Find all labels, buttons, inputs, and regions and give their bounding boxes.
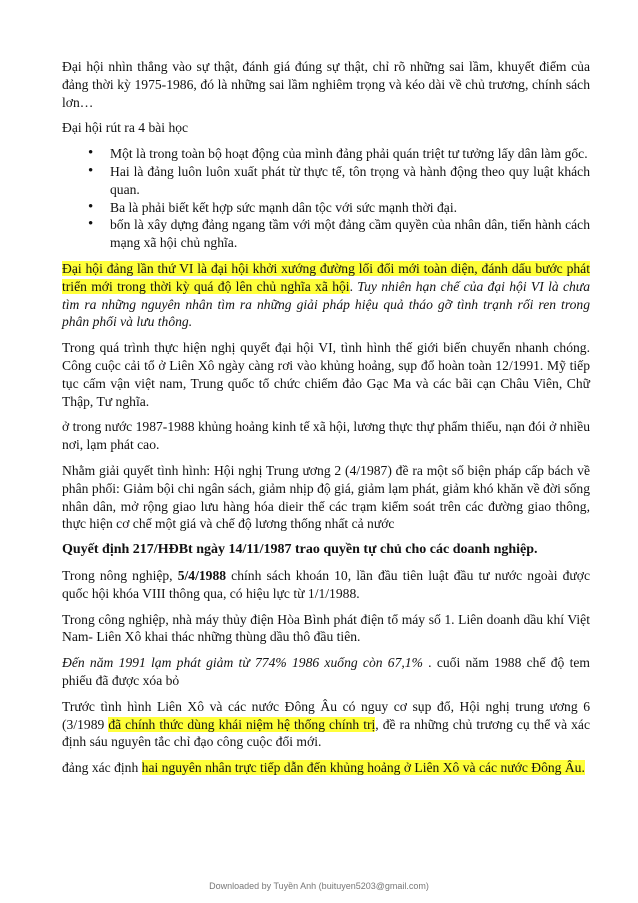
list-item: • Một là trong toàn bộ hoạt động của mình đảng phải quán triệt tư tưởng lấy dân làm gốc. (110, 145, 590, 163)
italic-text: Đến năm 1991 lạm phát giảm từ 774% 1986 xuống còn 67,1% (62, 655, 423, 671)
paragraph-causes: đảng xác định hai nguyên nhân trực tiếp dẫn đến khủng hoảng ở Liên Xô và các nước Đông Âu. (62, 760, 585, 776)
paragraph-lessons-intro: Đại hội rút ra 4 bài học (62, 120, 189, 136)
paragraph-congress-vi: Đại hội đảng lần thứ VI là đại hội khởi xướng đường lối đổi mới toàn diện, đánh dấu bước phát triển mới trong thời kỳ quá độ lên chủ nghĩa xã hội. Tuy nhiên hạn chế của đại hội VI là chưa tìm ra những nguyên nhân tìm ra những giải pháp hiệu quả tháo gỡ tình trạnh rối ren trong phân phối và lưu thông. (62, 260, 590, 330)
highlighted-text: đã chính thức dùng khái niệm hệ thống chính trị (108, 716, 376, 732)
paragraph-world-situation: Trong quá trình thực hiện nghị quyết đại hội VI, tình hình thế giới biến chuyển nhanh chóng. Công cuộc cải tổ ở Liên Xô ngày càng rơi vào khủng hoảng, sụp đổ hoàn toàn 12/1991. Mỹ tiếp tục cấm vận việt nam, Trung quốc tổ chức chiếm đảo Gạc Ma và các bãi cạn Châu Viên, Chữ Thập, Tư nghĩa. (62, 340, 590, 409)
paragraph-assessment: Đại hội nhìn thẳng vào sự thật, đánh giá đúng sự thật, chỉ rõ những sai lầm, khuyết điểm của đảng thời kỳ 1975-1986, đó là những sai lầm nghiêm trọng và kéo dài về chủ trương, chính sách lơn… (62, 59, 590, 110)
paragraph-industry: Trong công nghiệp, nhà máy thủy điện Hòa Bình phát điện tổ máy số 1. Liên doanh dầu khí Việt Nam- Liên Xô khai thác những thùng dầu thô đầu tiên. (62, 611, 590, 645)
paragraph-measures: Nhằm giải quyết tình hình: Hội nghị Trung ương 2 (4/1987) đề ra một số biện pháp cấp bách về phân phối: Giảm bội chi ngân sách, giảm nhịp độ giá, giảm lạm phát, giảm khó khăn về đời sống nhân dân, mở rộng giao lưu hàng hóa dieir thế các trạm kiểm soát trên các đường giao thông, thực hiện cơ chế một giá và chế độ lương thống nhất cả nước (62, 462, 590, 532)
highlighted-text: Đại hội đảng lần thứ VI là đại hội khởi xướng đường lối đổi mới toàn diện, đánh dấu bước phát triển mới trong thời kỳ quá độ lên chủ nghĩa xã hội (62, 260, 590, 294)
decision-heading: Quyết định 217/HĐBt ngày 14/11/1987 trao quyền tự chủ cho các doanh nghiệp. (62, 542, 538, 558)
lessons-list (62, 145, 590, 252)
document-body (62, 58, 590, 785)
paragraph-domestic-crisis: ở trong nước 1987-1988 khủng hoảng kinh tế xã hội, lương thực thự phẩm thiếu, nạn đói ở nhiều nơi, lạm phát cao. (62, 419, 590, 453)
list-item: • Hai là đảng luôn luôn xuất phát từ thực tế, tôn trọng và hành động theo quy luật khách quan. (110, 163, 590, 199)
list-item: • bốn là xây dựng đảng ngang tầm với một đảng cầm quyền của nhân dân, tiến hành cách mạng xã hội chủ nghĩa. (110, 216, 590, 252)
list-item: • Ba là phải biết kết hợp sức mạnh dân tộc với sức mạnh thời đại. (110, 199, 590, 217)
paragraph-inflation: Đến năm 1991 lạm phát giảm từ 774% 1986 xuống còn 67,1% . cuối năm 1988 chế độ tem phiếu đã được xóa bỏ (62, 655, 590, 688)
download-footer: Downloaded by Tuyền Anh (buituyen5203@gmail.com) (209, 881, 429, 891)
highlighted-text: hai nguyên nhân trực tiếp dẫn đến khủng hoảng ở Liên Xô và các nước Đông Âu. (141, 760, 585, 776)
paragraph-conference-6: Trước tình hình Liên Xô và các nước Đông Âu có nguy cơ sụp đổ, Hội nghị trung ương 6 (3/1989 đã chính thức dùng khái niệm hệ thống chính trị, đề ra những chủ trương cụ thể và xác định sáu nguyên tắc chỉ đạo công cuộc đổi mới. (62, 698, 590, 750)
bold-date: 5/4/1988 (177, 567, 227, 583)
italic-text: Tuy nhiên hạn chế của đại hội VI là chưa tìm ra những nguyên nhân tìm ra những giải pháp hiệu quả tháo gỡ tình trạnh rối ren trong phân phối và lưu thông. (62, 278, 590, 330)
paragraph-agriculture: Trong nông nghiệp, 5/4/1988 chính sách khoán 10, lần đầu tiên luật đầu tư nước ngoài được quốc hội khóa VIII thông qua, có hiệu lực từ 1/1/1988. (62, 567, 590, 601)
